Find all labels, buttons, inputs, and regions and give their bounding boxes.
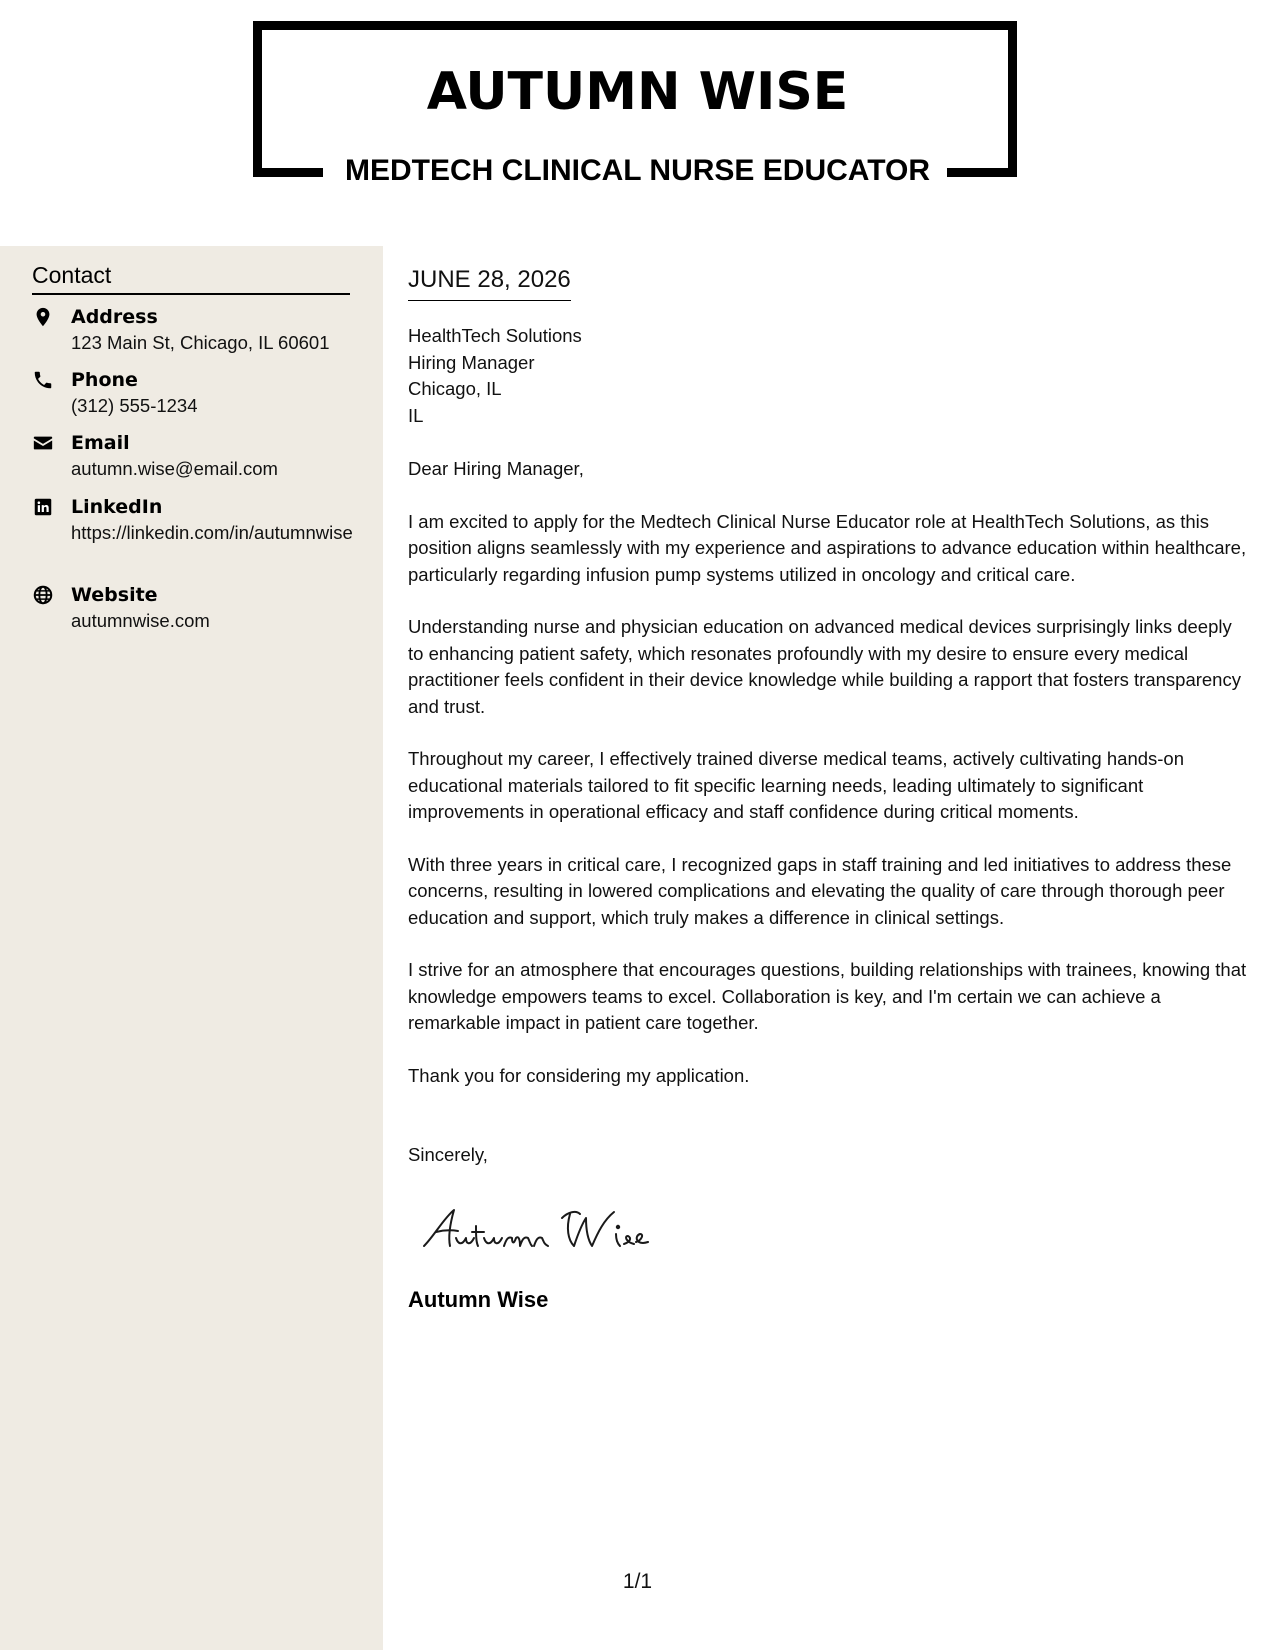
signer-name: Autumn Wise [408,1287,549,1312]
linkedin-icon [32,496,54,518]
contact-label: Website [71,584,158,606]
page-number: 1/1 [622,1570,653,1593]
phone-value: (312) 555-1234 [71,395,198,416]
map-pin-icon [32,306,54,328]
globe-icon [32,584,54,606]
applicant-name: AUTUMN WISE [426,62,849,122]
phone-icon [32,369,54,391]
contact-label: Phone [71,369,138,391]
greeting: Dear Hiring Manager, [408,458,584,479]
frame-top-bar [253,21,1017,30]
body-paragraph: Understanding nurse and physician education on advanced medical devices surprisingly links deeply to enhancing patient safety, which resonates profoundly with my desire to ensure every medical practitioner feels confident in their device knowledge while building a rapport that fosters transparency and trust. [408,616,1241,717]
linkedin-value[interactable]: https://linkedin.com/in/autumnwise [71,522,353,543]
body-paragraph: I strive for an atmosphere that encourages questions, building relationships with trainees, knowing that knowledge empowers teams to excel. Collaboration is key, and I'm certain we can achieve a remarkable impact in patient care together. [408,959,1247,1033]
envelope-icon [32,432,54,454]
contact-label: Email [71,432,130,454]
recipient-title: Hiring Manager [408,351,535,373]
recipient-block [408,323,582,429]
body-paragraph: Thank you for considering my application. [408,1064,750,1086]
body-paragraph: Throughout my career, I effectively trained diverse medical teams, actively cultivating hands-on educational materials tailored to fit specific learning needs, leading ultimately to significant improvements in operational efficacy and staff confidence during critical moments. [408,748,1185,822]
email-value: autumn.wise@email.com [71,458,278,479]
handwritten-signature [420,1198,660,1268]
recipient-company: HealthTech Solutions [408,325,582,346]
website-value[interactable]: autumnwise.com [71,610,210,631]
closing: Sincerely, [408,1144,488,1165]
recipient-state: IL [408,404,424,426]
letter-date: JUNE 28, 2026 [408,266,571,301]
contact-heading: Contact [32,262,350,295]
body-paragraph: I am excited to apply for the Medtech Clinical Nurse Educator role at HealthTech Solutions, as this position aligns seamlessly with my experience and aspirations to advance education within healthcare, particularly regarding infusion pump systems utilized in oncology and critical care. [408,510,1247,585]
body-paragraph: With three years in critical care, I recognized gaps in staff training and led initiatives to address these concerns, resulting in lowered complications and elevating the quality of care through thorough peer education and support, which truly makes a difference in clinical settings. [408,853,1232,928]
contact-label: LinkedIn [71,496,163,518]
recipient-city: Chicago, IL [408,378,502,399]
job-title: MEDTECH CLINICAL NURSE EDUCATOR [344,154,930,187]
address-value: 123 Main St, Chicago, IL 60601 [71,332,330,353]
contact-label: Address [71,306,158,328]
letter-body [408,456,1250,1115]
